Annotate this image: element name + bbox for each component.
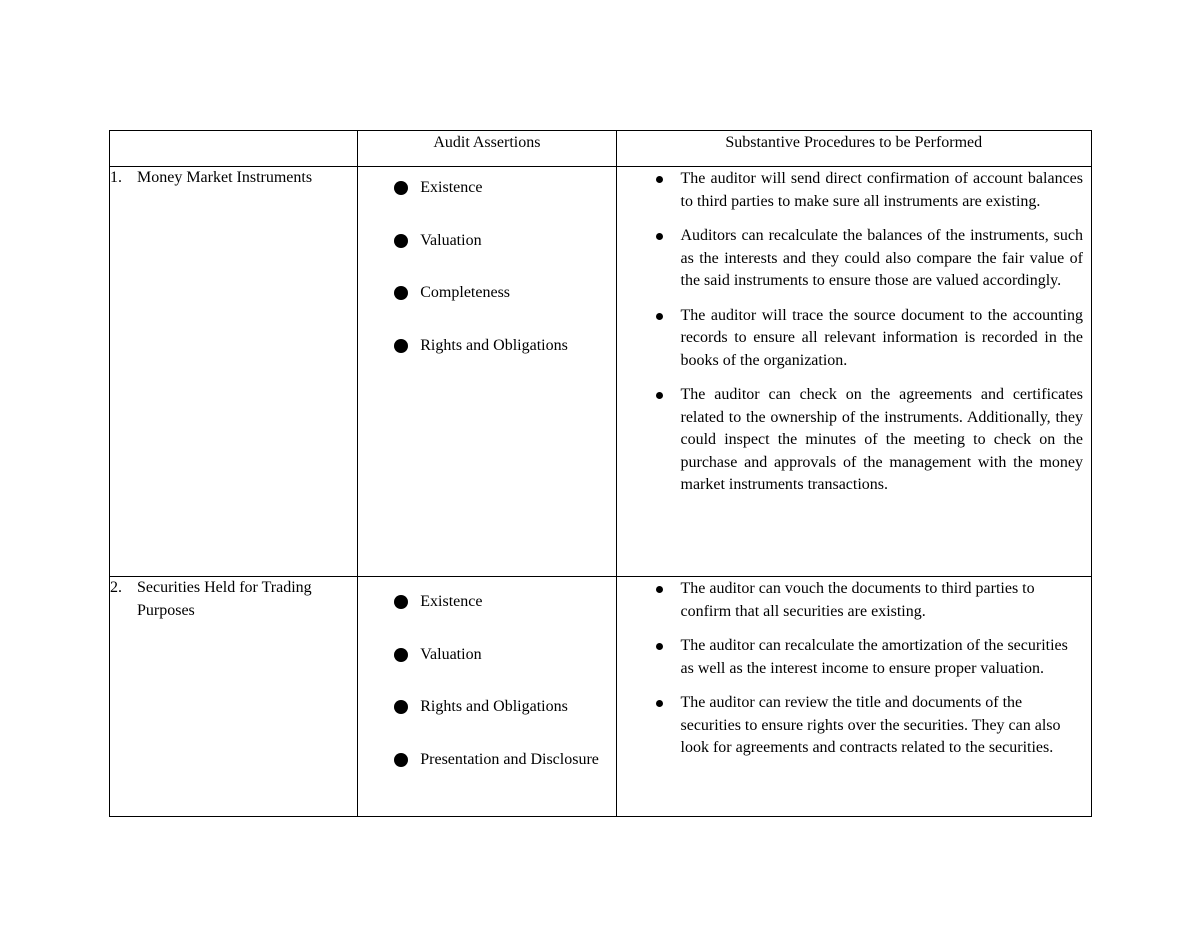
bullet-icon [394,753,408,767]
item-cell [110,577,358,817]
list-item: Presentation and Disclosure [394,745,615,775]
header-item [110,131,358,167]
bullet-icon [394,339,408,353]
list-item: Existence [394,177,615,200]
assertions-list [358,577,615,775]
header-audit-assertions: Audit Assertions [358,131,616,167]
header-substantive-procedures: Substantive Procedures to be Performed [616,131,1092,167]
item-number: 2. [110,579,122,596]
bullet-icon [394,595,408,609]
bullet-icon [656,392,663,399]
bullet-icon [394,700,408,714]
bullet-icon [656,643,663,650]
list-item: Auditors can recalculate the balances of the instruments, such as the interests and they could also compare the fair value of the said instruments to ensure those are valued accordingly. [655,225,1084,293]
bullet-icon [394,234,408,248]
list-item: The auditor can vouch the documents to third parties to confirm that all securities are existing. [655,578,1084,623]
list-item: Existence [394,587,615,617]
procedures-list [617,577,1092,772]
list-item: The auditor will send direct confirmation of account balances to third parties to make sure all instruments are existing. [655,168,1084,213]
audit-procedures-table [109,130,1092,817]
list-item: Valuation [394,230,615,253]
table-row [110,167,1092,577]
bullet-icon [656,313,663,320]
bullet-icon [394,648,408,662]
bullet-icon [656,233,663,240]
item-title: Money Market Instruments [137,169,313,186]
list-item: Rights and Obligations [394,335,615,358]
bullet-icon [394,286,408,300]
list-item: The auditor will trace the source document to the accounting records to ensure all relevant information is recorded in the books of the organization. [655,305,1084,373]
assertions-cell [358,167,616,577]
list-item: Valuation [394,640,615,670]
list-item: The auditor can check on the agreements and certificates related to the ownership of the instruments. Additionally, they could inspect the minutes of the meeting to check on the purchase and approvals of the management with the money market instruments transactions. [655,384,1084,497]
item-cell [110,167,358,577]
table-row [110,577,1092,817]
item-title: Securities Held for Trading Purposes [137,579,312,619]
list-item: Completeness [394,282,615,305]
list-item: Rights and Obligations [394,692,615,722]
header-row [110,131,1092,167]
procedures-list [617,167,1092,509]
bullet-icon [656,176,663,183]
item-number: 1. [110,169,122,186]
bullet-icon [656,586,663,593]
assertions-cell [358,577,616,817]
list-item: The auditor can recalculate the amortization of the securities as well as the interest income to ensure proper valuation. [655,635,1084,680]
bullet-icon [394,181,408,195]
assertions-list [358,167,615,357]
list-item: The auditor can review the title and documents of the securities to ensure rights over the securities. They can also look for agreements and contracts related to the securities. [655,692,1084,760]
procedures-cell [616,167,1092,577]
procedures-cell [616,577,1092,817]
bullet-icon [656,700,663,707]
